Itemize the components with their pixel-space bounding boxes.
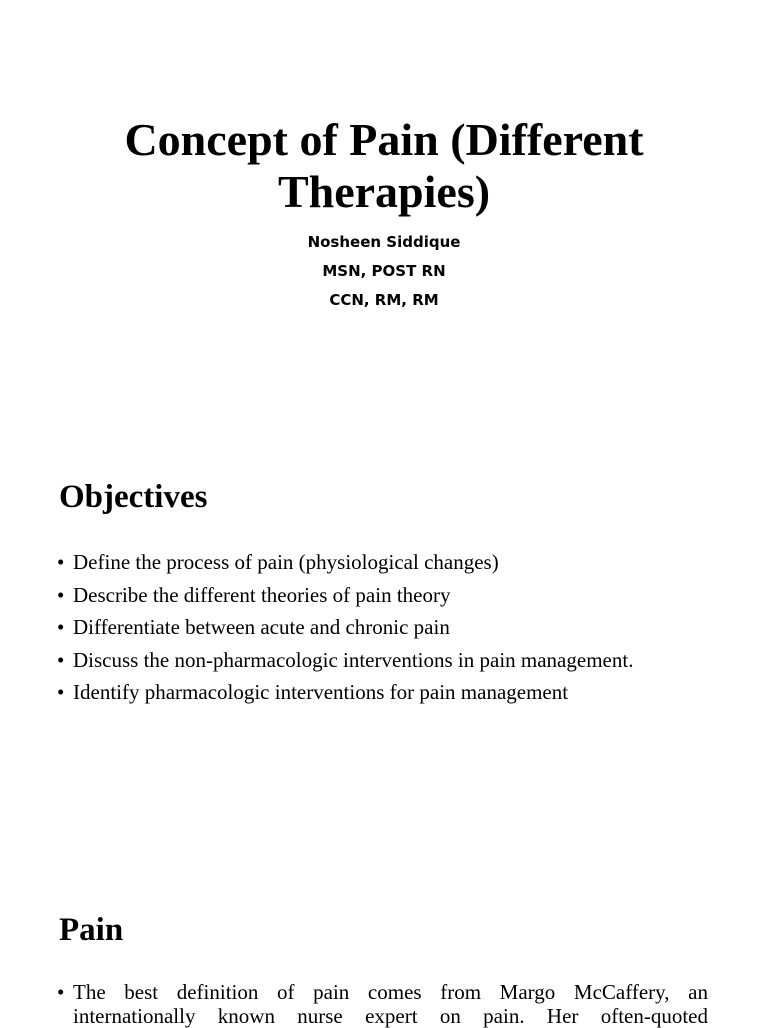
objective-text: Describe the different theories of pain theory — [73, 582, 451, 607]
list-item — [57, 676, 708, 709]
bullet-icon: • — [57, 582, 65, 607]
author-certifications: CCN, RM, RM — [329, 291, 439, 309]
pain-slide — [0, 864, 768, 1028]
title-slide — [0, 0, 768, 432]
objective-text: Differentiate between acute and chronic pain — [73, 615, 450, 639]
pain-heading: Pain — [59, 912, 124, 948]
presentation-title — [60, 114, 708, 218]
list-item — [57, 546, 708, 579]
objectives-list — [57, 546, 708, 709]
bullet-icon: • — [57, 647, 65, 672]
title-line-2: Therapies) — [277, 166, 491, 217]
list-item — [57, 980, 708, 1028]
objectives-heading: Objectives — [59, 479, 208, 515]
pain-definition-line-1: The best definition of pain comes from Margo McCaffery, an — [73, 980, 708, 1004]
author-degree: MSN, POST RN — [322, 262, 446, 280]
bullet-icon: • — [57, 680, 65, 704]
bullet-icon: • — [57, 615, 65, 639]
pain-definition-list — [57, 980, 708, 1028]
author-name: Nosheen Siddique — [307, 233, 461, 251]
title-line-1: Concept of Pain (Different — [124, 114, 644, 165]
objective-text: Define the process of pain (physiological changes) — [73, 550, 499, 574]
pain-definition-line-2: internationally known nurse expert on pain. Her often-quoted — [73, 1004, 708, 1028]
objective-text: Discuss the non-pharmacologic interventions in pain management. — [73, 647, 634, 672]
list-item — [57, 579, 708, 612]
bullet-icon: • — [57, 980, 65, 1004]
list-item — [57, 644, 708, 677]
list-item — [57, 611, 708, 644]
bullet-icon: • — [57, 550, 65, 574]
objectives-slide — [0, 432, 768, 864]
objective-text: Identify pharmacologic interventions for pain management — [73, 680, 569, 704]
author-credentials — [60, 228, 708, 315]
